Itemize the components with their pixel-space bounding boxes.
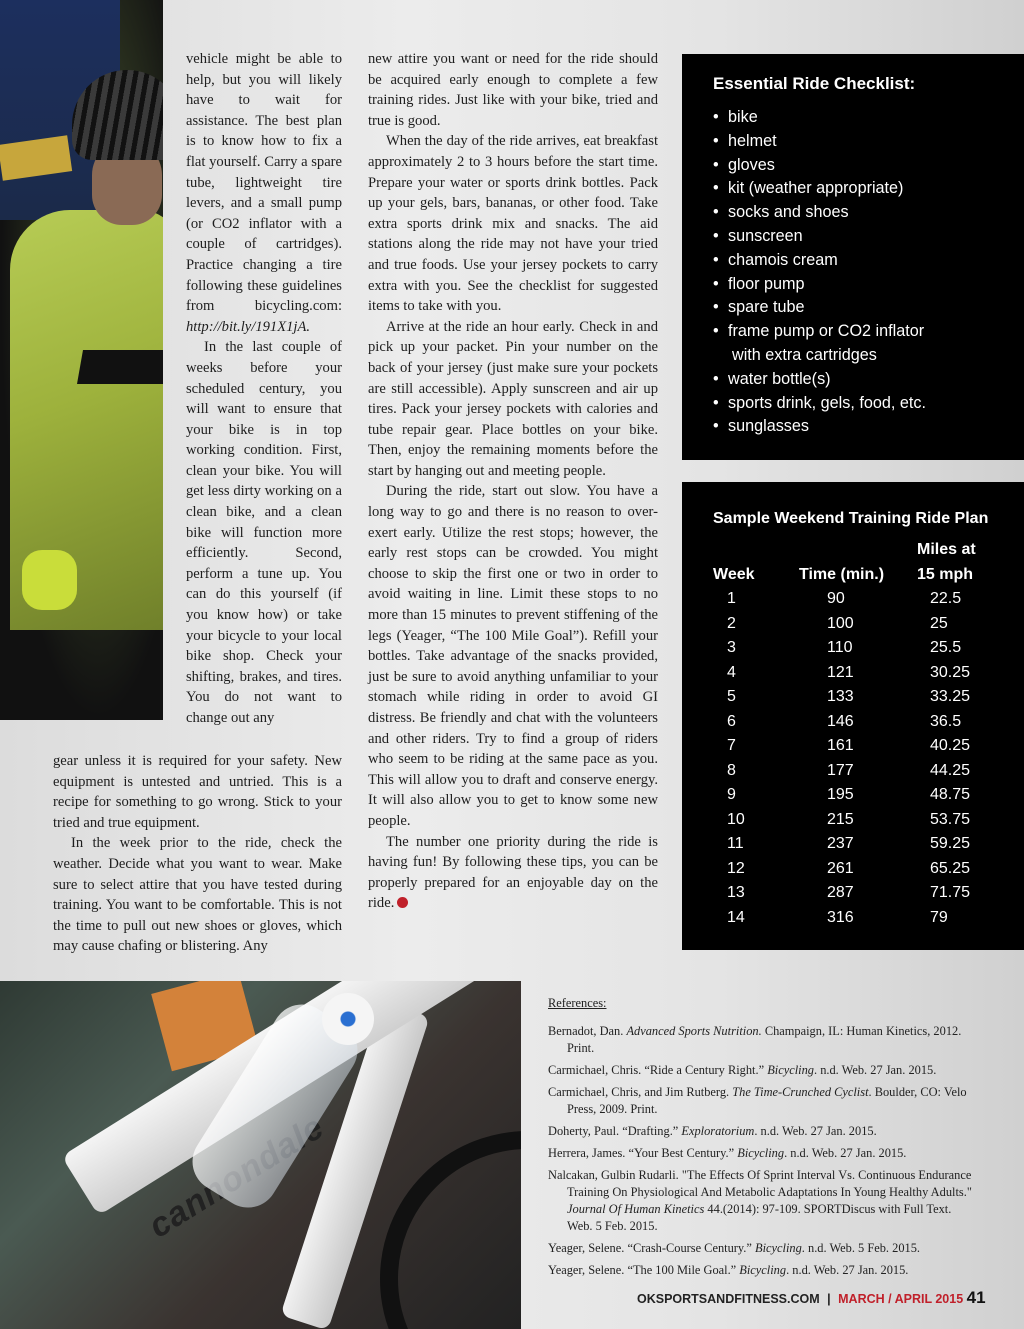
reference-item: [548, 1262, 978, 1279]
plan-row: [682, 786, 1024, 811]
reference-text: Bernadot, Dan.: [548, 1024, 627, 1039]
plan-cell-time: 261: [827, 859, 854, 877]
reference-text: . n.d. Web. 27 Jan. 2015.: [786, 1262, 909, 1277]
checklist-item: • helmet: [713, 130, 1018, 154]
plan-row: [682, 909, 1024, 934]
plan-row: [682, 737, 1024, 762]
reference-text: Champaign, IL: Human Kinetics, 2012. Print.: [567, 1024, 962, 1056]
plan-header-miles-top: Miles at: [917, 541, 976, 558]
bike-photo: [0, 981, 521, 1329]
article-paragraph: vehicle might be able to help, but you will likely have to wait for assistance. The best plan is to know how to fix a flat yourself. Carry a spare tube, lightweight tire levers, and a small pump (or CO2 inflator with a couple of cartridges). Practice changing a tire following these guidelines from bicycling.com: http://bit.ly/191X1jA.: [186, 51, 343, 335]
references-section: [548, 995, 978, 1284]
checklist-item: • chamois cream: [713, 249, 1018, 273]
bike-wheel: [380, 1131, 521, 1329]
checklist-list: [713, 106, 1018, 439]
plan-cell-week: 9: [727, 786, 736, 803]
page-footer: [637, 1288, 986, 1308]
checklist-item: • gloves: [713, 154, 1018, 178]
plan-row: [682, 664, 1024, 689]
plan-cell-time: 133: [827, 688, 854, 705]
plan-cell-week: 5: [727, 688, 736, 705]
reference-text: . n.d. Web. 27 Jan. 2015.: [754, 1124, 877, 1138]
plan-cell-week: 8: [727, 761, 736, 779]
plan-cell-miles: 40.25: [930, 737, 971, 754]
article-paragraph: new attire you want or need for the ride should be acquired early enough to complete a few training rides. Just like with your bike, tried and true is good.: [368, 51, 658, 129]
plan-cell-miles: 48.75: [930, 786, 971, 803]
plan-cell-time: 121: [827, 663, 854, 681]
checklist-item: • floor pump: [713, 273, 1018, 297]
plan-cell-week: 2: [727, 614, 736, 632]
cyclist-photo: [0, 0, 163, 720]
plan-cell-miles: 33.25: [930, 688, 971, 705]
references-list: [548, 1023, 978, 1279]
article-column-1-bottom: [53, 751, 342, 957]
reference-text: Herrera, James. “Your Best Century.”: [548, 1145, 738, 1160]
plan-cell-week: 7: [727, 737, 736, 754]
plan-cell-miles: 71.75: [930, 884, 971, 901]
plan-cell-time: 215: [827, 810, 854, 828]
checklist-item: • sunscreen: [713, 225, 1018, 249]
plan-cell-week: 11: [727, 835, 744, 852]
plan-row: [682, 615, 1024, 640]
plan-cell-week: 12: [727, 859, 745, 877]
reference-source: Journal Of Human Kinetics: [567, 1202, 705, 1216]
page-number: 41: [966, 1288, 986, 1307]
plan-cell-time: 195: [827, 786, 854, 803]
reference-source: Exploratorium: [681, 1124, 755, 1138]
checklist-item-continuation: with extra cartridges: [732, 345, 877, 364]
reference-source: Bicycling: [767, 1063, 814, 1078]
ride-checklist-box: [682, 54, 1024, 460]
article-link[interactable]: http://bit.ly/191X1jA.: [186, 318, 311, 335]
plan-row: [682, 590, 1024, 615]
references-title: References:: [548, 996, 607, 1010]
reference-text: Yeager, Selene. “The 100 Mile Goal.”: [548, 1262, 740, 1277]
plan-cell-week: 4: [727, 663, 736, 681]
reference-text: . Boulder, CO: Velo Press, 2009. Print.: [567, 1085, 967, 1117]
article-paragraph: When the day of the ride arrives, eat breakfast approximately 2 to 3 hours before the start time. Prepare your water or sports drink bottles. Pack up your gels, bars, bananas, or other food. Take extra sports drink mix and snacks. The aid stations along the ride may not have your tried and true foods. Use your jersey pockets to carry extra with you. See the checklist for suggested items to take with you.: [368, 133, 658, 315]
rider-glove: [22, 550, 77, 610]
plan-cell-miles: 25.5: [930, 639, 962, 656]
plan-cell-time: 237: [827, 835, 854, 852]
reference-item: [548, 1145, 978, 1162]
plan-cell-week: 14: [727, 908, 745, 926]
article-paragraph: In the last couple of weeks before your scheduled century, you will want to ensure that your bike is in top working condition. First, clean your bike. You will get less dirty working on a clean bike, and a clean bike will function more efficiently. Second, perform a tune up. You can do this yourself (if you know how) or take your bicycle to your local bike shop. Check your shifting, brakes, and tires. You do not want to change out any: [186, 339, 342, 726]
reference-text: Carmichael, Chris, and Jim Rutberg.: [548, 1085, 733, 1099]
plan-cell-miles: 36.5: [930, 712, 962, 730]
plan-cell-time: 161: [827, 737, 854, 754]
reference-text: Yeager, Selene. “Crash-Course Century.”: [548, 1241, 755, 1255]
plan-title: Sample Weekend Training Ride Plan: [713, 510, 989, 527]
plan-cell-miles: 25: [930, 614, 948, 632]
plan-row: [682, 860, 1024, 885]
plan-cell-time: 316: [827, 908, 854, 926]
checklist-item: • kit (weather appropriate): [713, 177, 1018, 201]
footer-issue: MARCH / APRIL 2015: [838, 1292, 964, 1306]
reference-item: [548, 1084, 978, 1118]
reference-item: [548, 1167, 978, 1236]
plan-cell-miles: 59.25: [930, 835, 971, 852]
reference-text: Doherty, Paul. “Drafting.”: [548, 1124, 682, 1138]
checklist-title: Essential Ride Checklist:: [713, 74, 916, 93]
plan-header-week: Week: [713, 566, 755, 583]
plan-cell-week: 3: [727, 639, 736, 656]
plan-cell-time: 146: [827, 712, 854, 730]
plan-row: [682, 884, 1024, 909]
plan-cell-time: 287: [827, 884, 854, 901]
article-paragraph: The number one priority during the ride is having fun! By following these tips, you can be properly prepared for an enjoyable day on the ride.: [368, 833, 658, 912]
article-paragraph: Arrive at the ride an hour early. Check in and pick up your packet. Pin your number on the back of your jersey (just make sure your pockets are still accessible). Apply sunscreen and air up tires. Pack your jersey pockets with calories and tube repair gear. Place bottles on your bike. Then, enjoy the remaining moments before the start by hanging out and meeting people.: [368, 318, 658, 479]
plan-cell-time: 100: [827, 614, 854, 632]
plan-cell-miles: 65.25: [930, 859, 971, 877]
reference-item: [548, 1062, 978, 1079]
plan-header-time: Time (min.): [799, 566, 885, 583]
jersey-logo: [77, 350, 163, 384]
plan-cell-miles: 30.25: [930, 663, 971, 681]
footer-site: OKSPORTSANDFITNESS.COM: [637, 1292, 820, 1306]
plan-cell-miles: 53.75: [930, 810, 971, 828]
reference-item: [548, 1123, 978, 1140]
article-column-1-top: [186, 49, 342, 729]
plan-header-miles-bottom: 15 mph: [917, 566, 974, 583]
plan-cell-week: 6: [727, 712, 736, 730]
reference-text: . n.d. Web. 27 Jan. 2015.: [814, 1063, 937, 1078]
reference-source: Advanced Sports Nutrition.: [626, 1024, 762, 1039]
reference-item: [548, 1023, 978, 1057]
article-column-2: [368, 49, 658, 914]
checklist-item: • sports drink, gels, food, etc.: [713, 392, 1018, 416]
plan-row: [682, 762, 1024, 787]
reference-text: 44.(2014): 97-109. SPORTDiscus with Full Text. Web. 5 Feb. 2015.: [567, 1202, 952, 1234]
reference-text: . n.d. Web. 5 Feb. 2015.: [801, 1241, 920, 1255]
article-paragraph: gear unless it is required for your safety. New equipment is untested and untried. This is a recipe for something to go wrong. Stick to your tried and true equipment.: [53, 753, 342, 831]
article-paragraph: In the week prior to the ride, check the weather. Decide what you want to wear. Make sure to select attire that you have tested during training. You want to be comfortable. This is not the time to pull out new shoes or gloves, which may cause chafing or blistering. Any: [53, 835, 342, 955]
footer-separator: |: [827, 1292, 831, 1306]
plan-cell-week: 13: [727, 884, 745, 901]
checklist-item: • bike: [713, 106, 1018, 130]
checklist-item: • frame pump or CO2 inflator with extra cartridges: [713, 320, 1018, 368]
plan-row: [682, 811, 1024, 836]
plan-row: [682, 688, 1024, 713]
plan-cell-time: 110: [827, 639, 853, 656]
plan-cell-week: 1: [727, 590, 736, 607]
training-plan-box: [682, 482, 1024, 950]
reference-source: Bicycling: [755, 1241, 802, 1255]
reference-text: Carmichael, Chris. “Ride a Century Right.”: [548, 1063, 768, 1078]
plan-row: [682, 713, 1024, 738]
checklist-item: • water bottle(s): [713, 368, 1018, 392]
reference-text: . n.d. Web. 27 Jan. 2015.: [784, 1145, 907, 1160]
reference-source: Bicycling: [737, 1145, 785, 1160]
end-mark-icon: [397, 897, 408, 908]
plan-cell-time: 177: [827, 761, 854, 779]
plan-row: [682, 639, 1024, 664]
plan-cell-miles: 22.5: [930, 590, 962, 607]
reference-text: Nalcakan, Gulbin Rudarli. "The Effects Of Sprint Interval Vs. Continuous Endurance Training On Physiological And Metabolic Adaptations In Young Healthy Adults.": [548, 1167, 972, 1199]
reference-item: [548, 1240, 978, 1257]
article-paragraph: During the ride, start out slow. You have a long way to go and there is no reason to over-exert early. Utilize the rest stops; however, the early rest stops can be crowded. You might choose to skip the first one or two in order to avoid waiting in line. Limit these stops to no more than 15 minutes to prevent stiffening of the legs (Yeager, “The 100 Mile Goal”). Refill your bottles. Take advantage of the snacks provided, just be sure to avoid anything unfamiliar to your stomach while riding in order to avoid GI distress. Be friendly and chat with the volunteers and other riders. Try to find a group of riders who seem to be riding at the same pace as you. This will allow you to draft and conserve energy. It will also allow you to get to know some new people.: [368, 483, 658, 829]
reference-source: Bicycling: [739, 1262, 787, 1277]
checklist-item: • socks and shoes: [713, 201, 1018, 225]
checklist-item: • sunglasses: [713, 415, 1018, 439]
plan-cell-week: 10: [727, 810, 745, 828]
plan-cell-time: 90: [827, 590, 845, 607]
plan-cell-miles: 44.25: [930, 761, 971, 779]
plan-cell-miles: 79: [930, 908, 948, 926]
checklist-item: • spare tube: [713, 296, 1018, 320]
plan-row: [682, 835, 1024, 860]
reference-source: The Time-Crunched Cyclist: [732, 1085, 869, 1099]
